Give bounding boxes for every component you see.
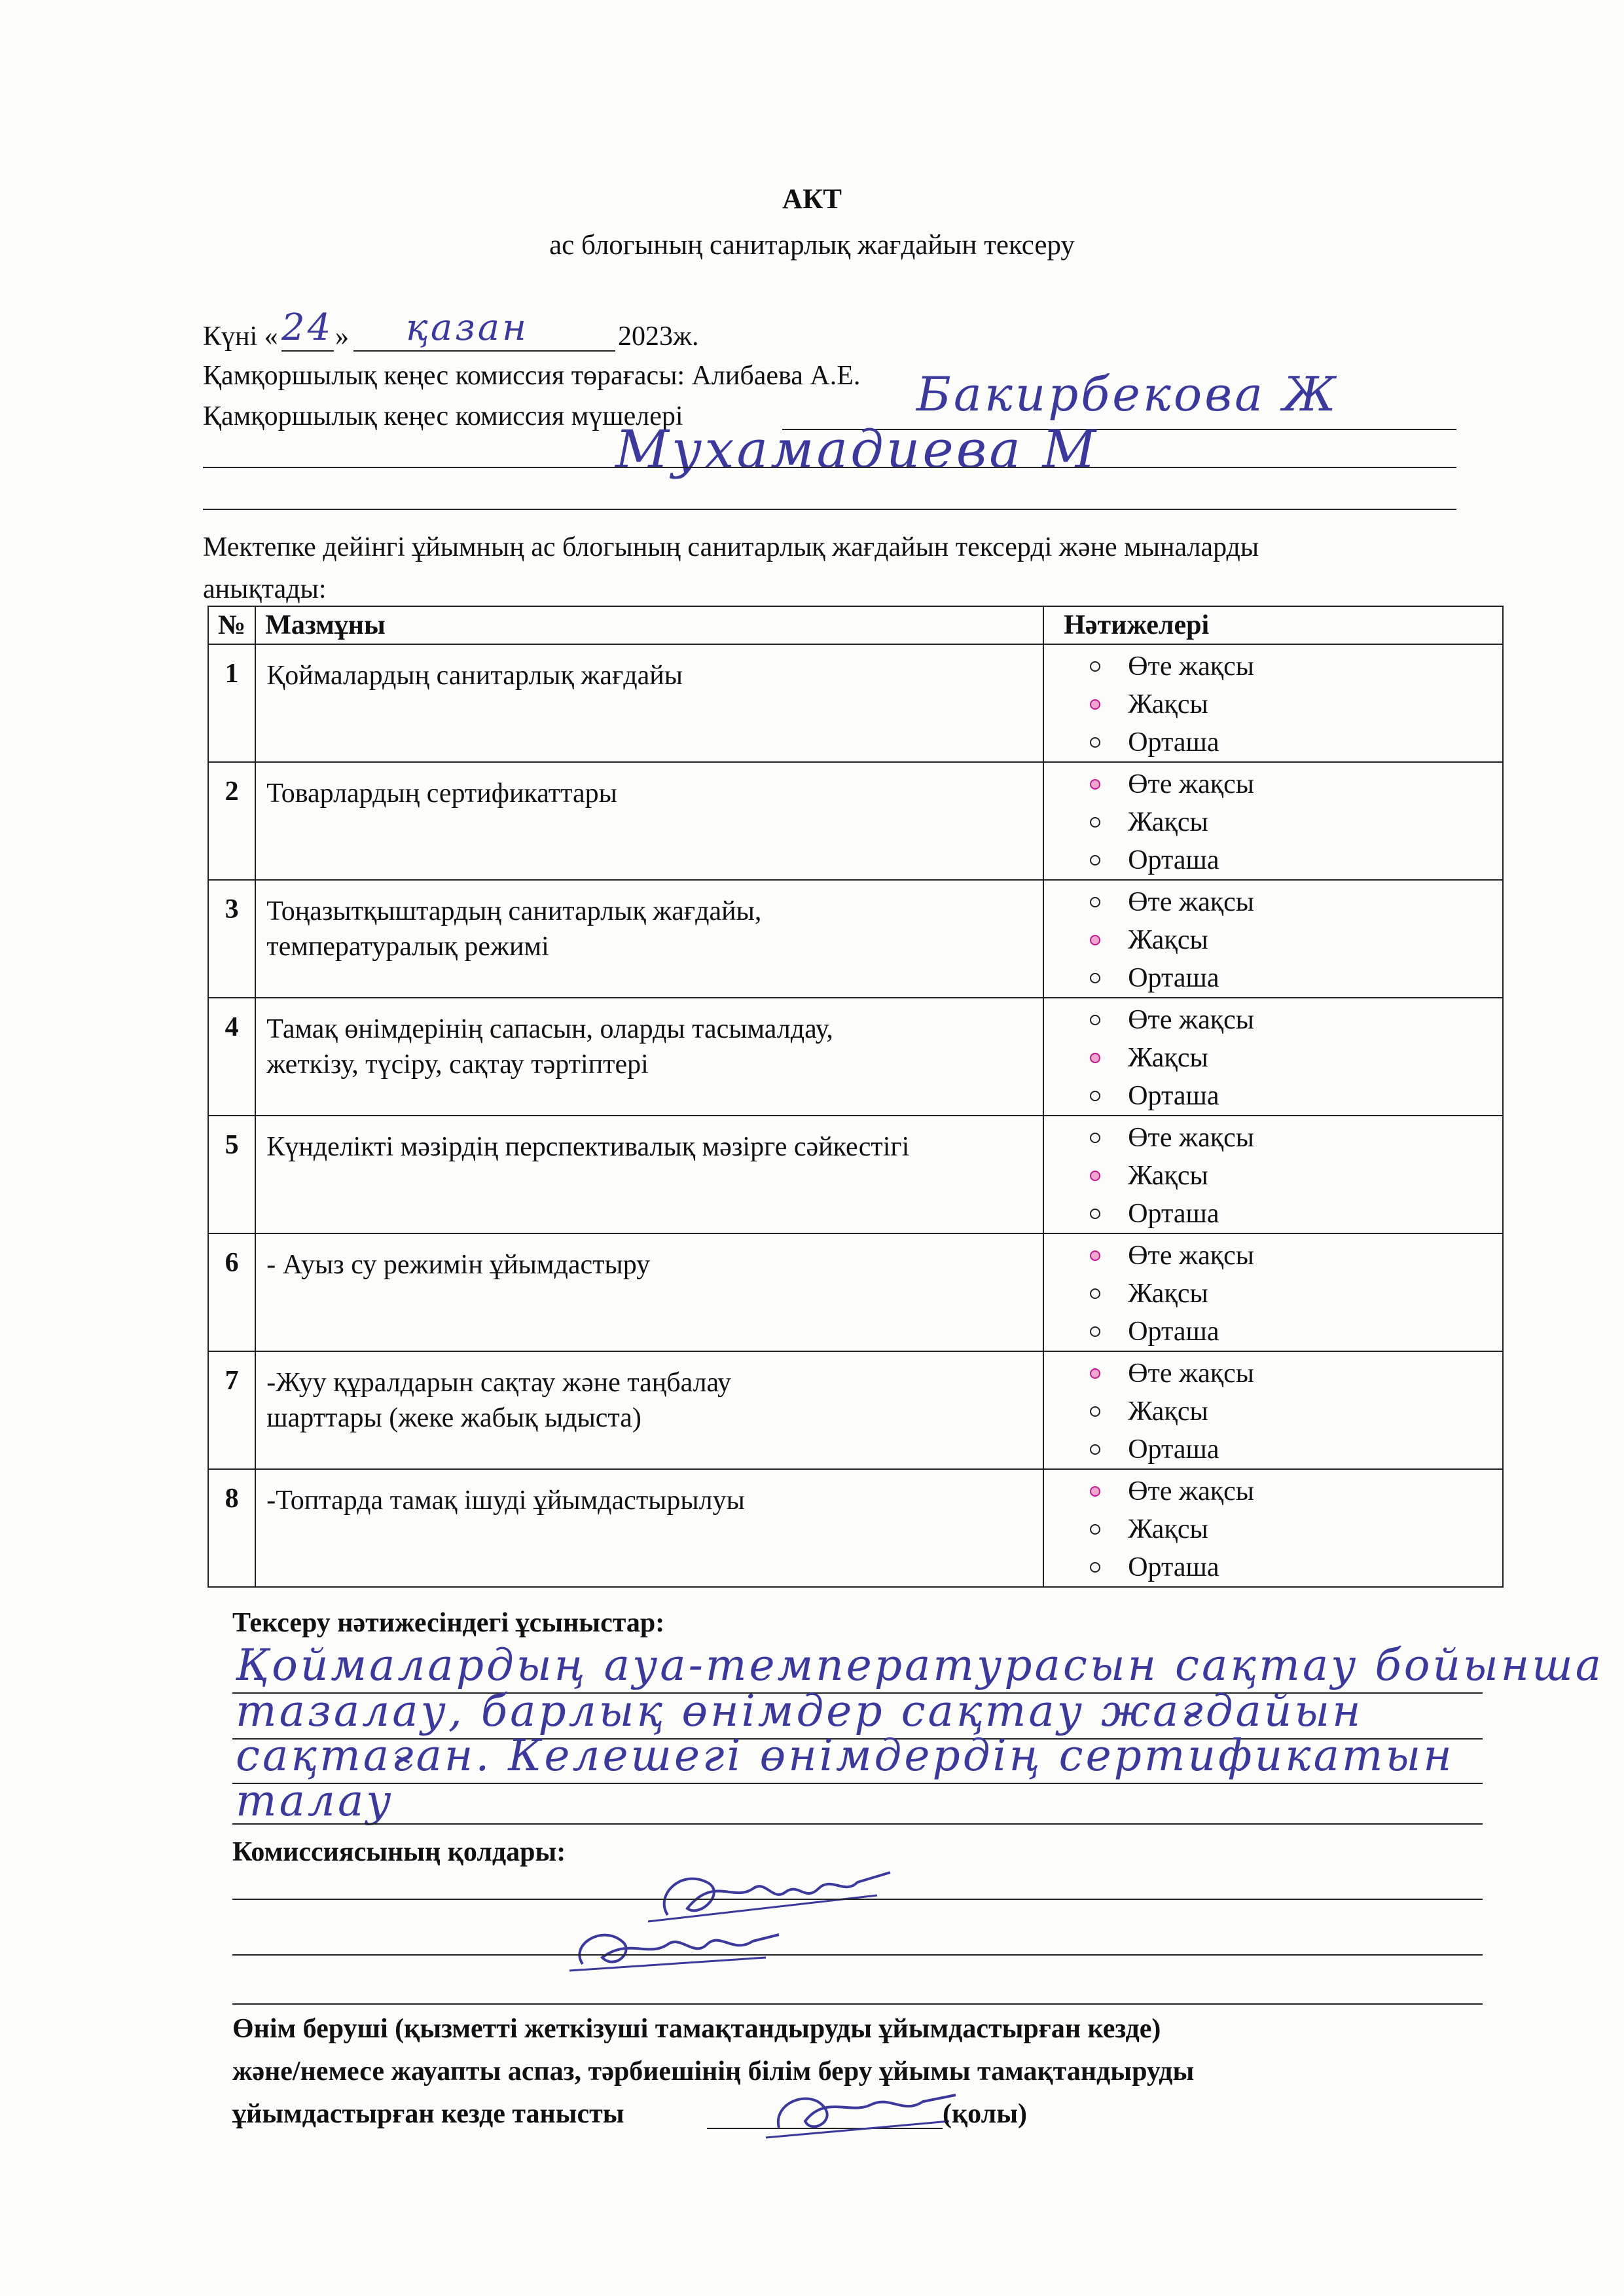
recommendation-rule-3 — [232, 1783, 1483, 1784]
result-option[interactable] — [1090, 959, 1502, 997]
table-row — [208, 1233, 1503, 1351]
recommendation-line-4: талау — [236, 1776, 394, 1826]
row-content — [255, 644, 1043, 762]
result-option-label: Орташа — [1128, 1081, 1219, 1111]
result-option-label: Орташа — [1128, 963, 1219, 993]
result-option-label: Өте жақсы — [1128, 1005, 1254, 1035]
signatures-label: Комиссиясының қолдары: — [232, 1837, 566, 1867]
row-number: 4 — [208, 998, 255, 1116]
date-day: 24 — [281, 306, 334, 349]
result-option[interactable] — [1090, 1001, 1502, 1039]
row-number: 5 — [208, 1116, 255, 1233]
result-option[interactable] — [1090, 1355, 1502, 1393]
row-content-line: Тоңазытқыштардың санитарлық жағдайы, — [266, 896, 762, 926]
supplier-signature — [759, 2075, 969, 2147]
table-row — [208, 880, 1503, 998]
row-number: 7 — [208, 1351, 255, 1469]
result-option[interactable] — [1090, 765, 1502, 803]
recommendation-line-1: Қоймалардың ауа-температурасын сақтау бойынша — [236, 1640, 1604, 1690]
intro-line-1: Мектепке дейінгі ұйымның ас блогының санитарлық жағдайын тексерді және мыналарды — [203, 532, 1259, 562]
result-option[interactable] — [1090, 1393, 1502, 1430]
radio-empty-icon[interactable] — [1090, 1133, 1100, 1143]
date-prefix: Күні « — [203, 321, 278, 352]
row-results — [1043, 1116, 1503, 1233]
result-option[interactable] — [1090, 723, 1502, 761]
row-content — [255, 880, 1043, 998]
result-option[interactable] — [1090, 1510, 1502, 1548]
radio-empty-icon[interactable] — [1090, 855, 1100, 866]
table-row — [208, 644, 1503, 762]
date-month: қазан — [406, 306, 530, 349]
result-option-label: Өте жақсы — [1128, 1123, 1254, 1153]
header-content: Мазмұны — [255, 606, 1043, 644]
result-option-label: Орташа — [1128, 845, 1219, 875]
radio-empty-icon[interactable] — [1090, 737, 1100, 748]
table-row — [208, 998, 1503, 1116]
result-option-label: Жақсы — [1128, 1279, 1208, 1309]
row-content-line: температуралық режимі — [266, 932, 549, 962]
intro-line-2: анықтады: — [203, 574, 327, 604]
result-option-label: Жақсы — [1128, 1043, 1208, 1073]
radio-empty-icon[interactable] — [1090, 817, 1100, 828]
radio-empty-icon[interactable] — [1090, 1562, 1100, 1573]
table-body — [208, 644, 1503, 1587]
recommendation-line-2: тазалау, барлық өнімдер сақтау жағдайын — [236, 1686, 1363, 1736]
result-option[interactable] — [1090, 1430, 1502, 1468]
row-content — [255, 762, 1043, 880]
result-option[interactable] — [1090, 883, 1502, 921]
row-results — [1043, 1351, 1503, 1469]
row-results — [1043, 1469, 1503, 1587]
date-year: 2023ж. — [618, 321, 699, 352]
table-row — [208, 1116, 1503, 1233]
row-content-line: жеткізу, түсіру, сақтау тәртіптері — [266, 1049, 649, 1080]
result-option-label: Өте жақсы — [1128, 769, 1254, 799]
signature-rule-1 — [232, 1899, 1483, 1900]
row-content-line: -Жуу құралдарын сақтау және таңбалау — [266, 1368, 732, 1398]
result-option-label: Өте жақсы — [1128, 1358, 1254, 1389]
radio-checked-icon[interactable] — [1090, 1368, 1100, 1379]
recommendations-label: Тексеру нәтижесіндегі ұсыныстар: — [232, 1608, 665, 1638]
radio-checked-icon[interactable] — [1090, 699, 1100, 710]
supplier-line-1: Өнім беруші (қызметті жеткізуші тамақтандыруды ұйымдастырған кезде) — [232, 2014, 1161, 2044]
row-content-line: Товарлардың сертификаттары — [266, 778, 617, 809]
supplier-line-2: және/немесе жауапты аспаз, тәрбиешінің білім беру ұйымы тамақтандыруды — [232, 2056, 1195, 2086]
radio-checked-icon[interactable] — [1090, 935, 1100, 945]
result-option[interactable] — [1090, 1039, 1502, 1077]
result-option-label: Өте жақсы — [1128, 651, 1254, 682]
row-content — [255, 998, 1043, 1116]
document-subtitle: ас блогының санитарлық жағдайын тексеру — [549, 230, 1075, 261]
radio-checked-icon[interactable] — [1090, 779, 1100, 790]
row-content-line: шарттары (жеке жабық ыдыста) — [266, 1403, 641, 1433]
row-content-line: Қоймалардың санитарлық жағдайы — [266, 661, 683, 691]
row-results — [1043, 1233, 1503, 1351]
row-content-line: Тамақ өнімдерінің сапасын, оларды тасымалдау, — [266, 1014, 833, 1044]
radio-checked-icon[interactable] — [1090, 1053, 1100, 1063]
members-line-3 — [203, 509, 1456, 510]
radio-empty-icon[interactable] — [1090, 661, 1100, 672]
inspection-table — [208, 606, 1504, 1588]
document-title: АКТ — [782, 184, 842, 215]
radio-empty-icon[interactable] — [1090, 897, 1100, 907]
result-option[interactable] — [1090, 1157, 1502, 1195]
row-content-line: -Топтарда тамақ ішуді ұйымдастырылуы — [266, 1485, 745, 1516]
result-option[interactable] — [1090, 841, 1502, 879]
radio-empty-icon[interactable] — [1090, 1209, 1100, 1219]
member1-handwritten: Бакирбекова Ж — [916, 367, 1339, 422]
radio-checked-icon[interactable] — [1090, 1171, 1100, 1181]
commission-members-label: Қамқоршылық кеңес комиссия мүшелері — [203, 401, 683, 431]
supplier-line-3-suffix: (қолы) — [943, 2099, 1027, 2129]
result-option-label: Орташа — [1128, 1552, 1219, 1582]
commission-chair: Қамқоршылық кеңес комиссия төрағасы: Алибаева А.Е. — [203, 361, 861, 391]
row-number: 1 — [208, 644, 255, 762]
row-content-line: Күнделікті мәзірдің перспективалық мәзірге сәйкестігі — [266, 1132, 910, 1162]
date-day-line — [281, 350, 334, 352]
header-num: № — [208, 606, 255, 644]
result-option-label: Орташа — [1128, 1317, 1219, 1347]
result-option-label: Жақсы — [1128, 807, 1208, 837]
result-option[interactable] — [1090, 1119, 1502, 1157]
result-option-label: Өте жақсы — [1128, 887, 1254, 917]
radio-empty-icon[interactable] — [1090, 1288, 1100, 1299]
result-option[interactable] — [1090, 1275, 1502, 1313]
supplier-line-3-prefix: ұйымдастырған кезде танысты — [232, 2099, 624, 2129]
members-line-2 — [203, 467, 1456, 468]
date-month-line — [353, 350, 615, 352]
signature-rule-3 — [232, 2003, 1483, 2005]
result-option-label: Орташа — [1128, 1199, 1219, 1229]
radio-empty-icon[interactable] — [1090, 1444, 1100, 1455]
result-option-label: Жақсы — [1128, 1161, 1208, 1191]
table-row — [208, 762, 1503, 880]
radio-empty-icon[interactable] — [1090, 1326, 1100, 1337]
date-middle: » — [335, 321, 349, 352]
result-option[interactable] — [1090, 1548, 1502, 1586]
header-results: Нәтижелері — [1043, 606, 1503, 644]
signature-2 — [556, 1912, 792, 1984]
result-option[interactable] — [1090, 1237, 1502, 1275]
result-option-label: Өте жақсы — [1128, 1241, 1254, 1271]
row-number: 8 — [208, 1469, 255, 1587]
row-results — [1043, 880, 1503, 998]
result-option-label: Жақсы — [1128, 1514, 1208, 1544]
row-number: 6 — [208, 1233, 255, 1351]
table-header-row — [208, 606, 1503, 644]
row-content — [255, 1469, 1043, 1587]
signature-rule-2 — [232, 1954, 1483, 1956]
result-option-label: Жақсы — [1128, 1396, 1208, 1427]
radio-empty-icon[interactable] — [1090, 973, 1100, 983]
table-row — [208, 1469, 1503, 1587]
row-content — [255, 1351, 1043, 1469]
radio-empty-icon[interactable] — [1090, 1406, 1100, 1417]
radio-checked-icon[interactable] — [1090, 1250, 1100, 1261]
result-option[interactable] — [1090, 1077, 1502, 1115]
result-option[interactable] — [1090, 1195, 1502, 1233]
row-content-line: - Ауыз су режимін ұйымдастыру — [266, 1250, 651, 1280]
result-option-label: Жақсы — [1128, 925, 1208, 955]
row-results — [1043, 644, 1503, 762]
radio-checked-icon[interactable] — [1090, 1486, 1100, 1497]
radio-empty-icon[interactable] — [1090, 1091, 1100, 1101]
row-number: 2 — [208, 762, 255, 880]
result-option[interactable] — [1090, 647, 1502, 685]
recommendation-line-3: сақтаған. Келешегі өнімдердің сертификатын — [236, 1730, 1454, 1781]
result-option-label: Жақсы — [1128, 689, 1208, 720]
result-option[interactable] — [1090, 1472, 1502, 1510]
result-option-label: Орташа — [1128, 1434, 1219, 1465]
result-option-label: Өте жақсы — [1128, 1476, 1254, 1506]
result-option[interactable] — [1090, 803, 1502, 841]
table-row — [208, 1351, 1503, 1469]
row-number: 3 — [208, 880, 255, 998]
result-option-label: Орташа — [1128, 727, 1219, 757]
result-option[interactable] — [1090, 685, 1502, 723]
row-content — [255, 1233, 1043, 1351]
radio-empty-icon[interactable] — [1090, 1015, 1100, 1025]
radio-empty-icon[interactable] — [1090, 1524, 1100, 1535]
result-option[interactable] — [1090, 1313, 1502, 1351]
row-content — [255, 1116, 1043, 1233]
recommendation-rule-4 — [232, 1823, 1483, 1825]
member2-handwritten: Мухамадиева М — [615, 419, 1099, 480]
result-option[interactable] — [1090, 921, 1502, 959]
row-results — [1043, 998, 1503, 1116]
row-results — [1043, 762, 1503, 880]
